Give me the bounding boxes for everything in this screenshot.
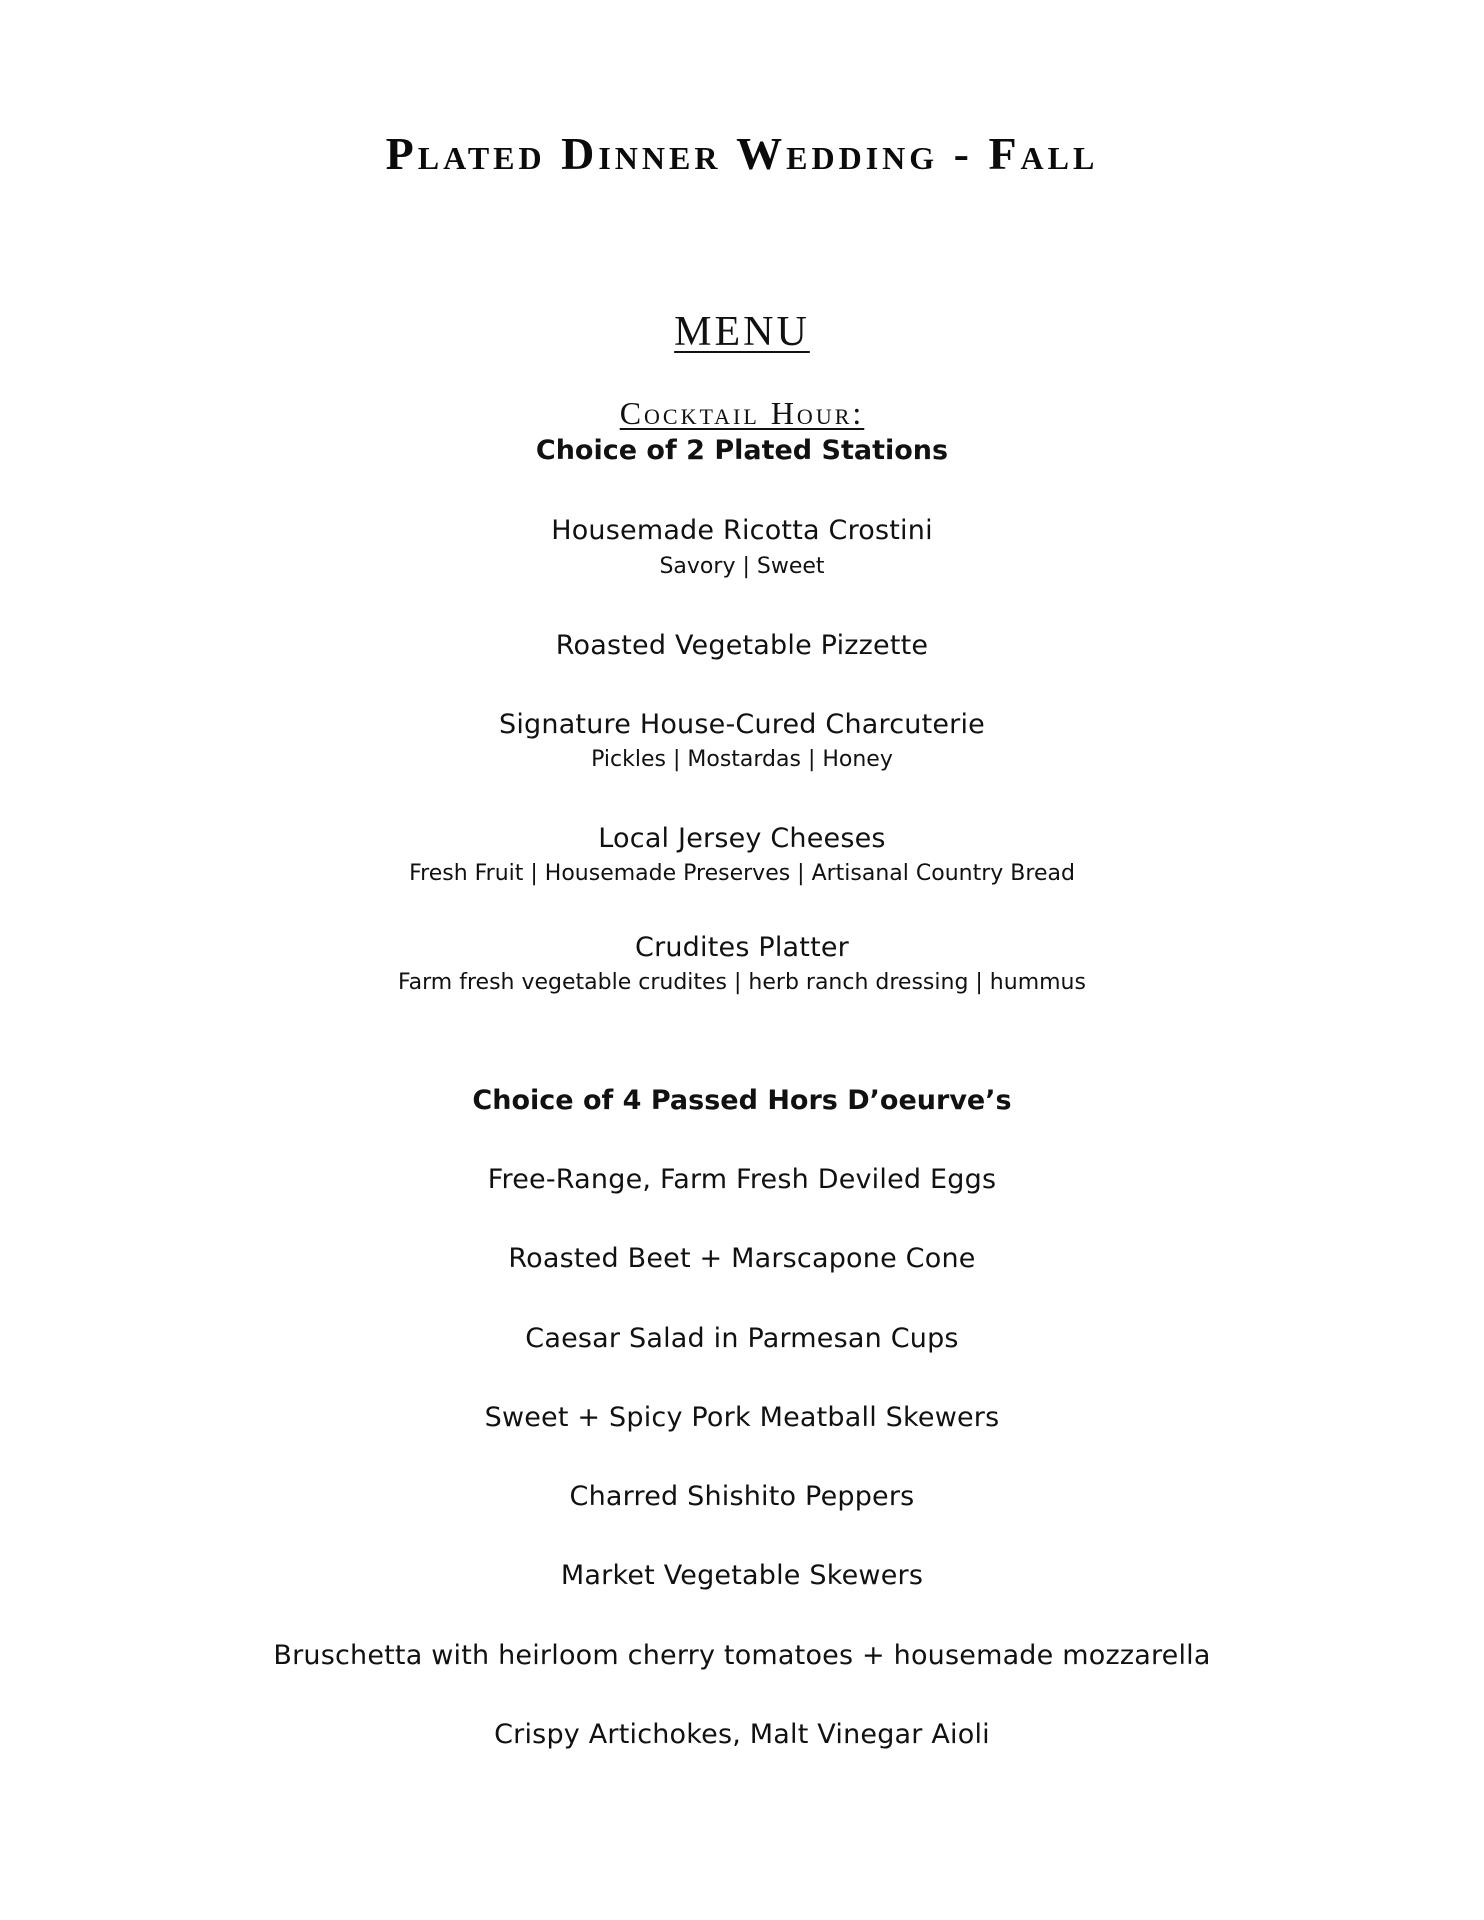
- station-name: Signature House-Cured Charcuterie: [499, 709, 985, 740]
- station-detail: Savory | Sweet: [659, 554, 825, 579]
- hors-doeuvre-item: Free-Range, Farm Fresh Deviled Eggs: [487, 1164, 997, 1195]
- menu-heading: [0, 305, 1484, 359]
- cocktail-hour-heading-text: Cocktail Hour:: [619, 395, 865, 431]
- station-detail: Fresh Fruit | Housemade Preserves | Artisanal Country Bread: [409, 861, 1075, 886]
- station-name: Crudites Platter: [635, 932, 849, 963]
- hors-doeuvre-item: Charred Shishito Peppers: [569, 1481, 915, 1512]
- station-name: Roasted Vegetable Pizzette: [555, 630, 929, 661]
- hors-doeuvre-item: Roasted Beet + Marscapone Cone: [508, 1243, 976, 1274]
- hors-doeuvre-item: Caesar Salad in Parmesan Cups: [525, 1323, 959, 1354]
- hors-doeuvres-label: Choice of 4 Passed Hors D’oeurve’s: [472, 1085, 1012, 1116]
- hors-doeuvre-item: Crispy Artichokes, Malt Vinegar Aioli: [494, 1719, 990, 1750]
- menu-heading-text: MENU: [674, 309, 810, 355]
- station-detail: Pickles | Mostardas | Honey: [591, 747, 893, 772]
- station-name: Housemade Ricotta Crostini: [551, 515, 933, 546]
- hors-doeuvre-item: Market Vegetable Skewers: [560, 1560, 924, 1591]
- station-name: Local Jersey Cheeses: [598, 823, 886, 854]
- cocktail-hour-heading: [0, 393, 1484, 433]
- station-detail: Farm fresh vegetable crudites | herb ranch dressing | hummus: [398, 970, 1086, 995]
- hors-doeuvre-item: Sweet + Spicy Pork Meatball Skewers: [484, 1402, 1000, 1433]
- document-title: Plated Dinner Wedding - Fall: [385, 128, 1099, 179]
- hors-doeuvre-item: Bruschetta with heirloom cherry tomatoes + housemade mozzarella: [273, 1640, 1211, 1671]
- plated-stations-label: Choice of 2 Plated Stations: [535, 435, 949, 466]
